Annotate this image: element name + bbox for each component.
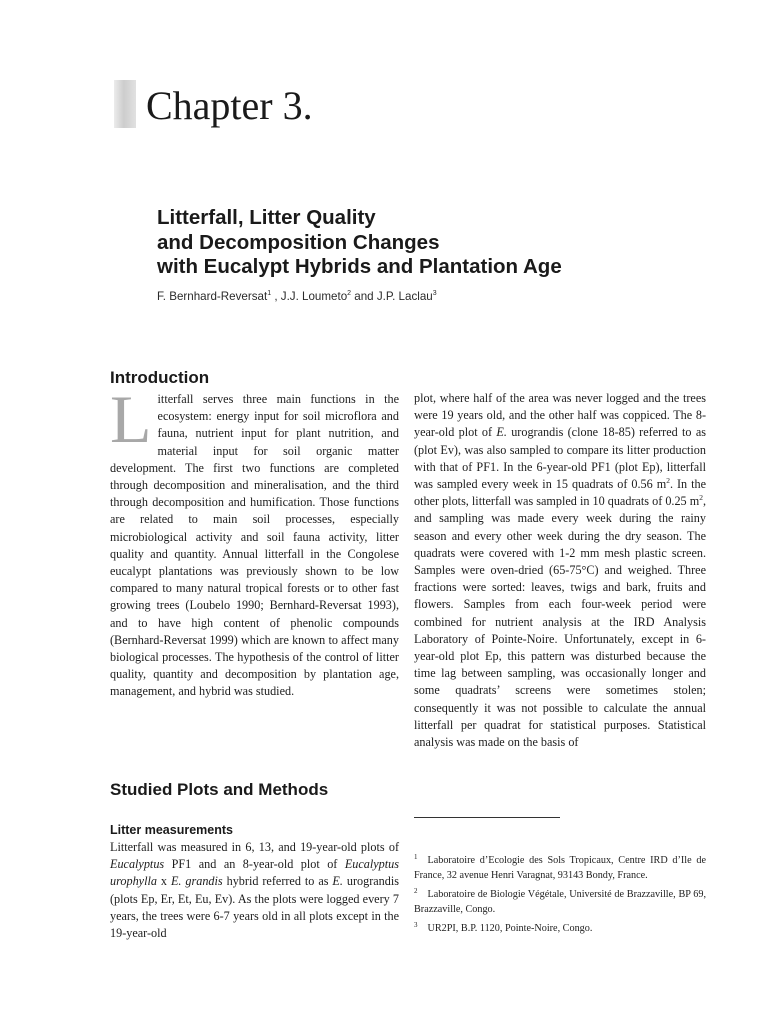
species-name: Eucalyptus urophylla [110,857,399,889]
author-affiliation-mark: 1 [267,290,272,298]
introduction-paragraph [110,381,399,701]
article-title-line-2: and Decomposition Changes [157,230,440,254]
article-title-line-1: Litterfall, Litter Quality [157,206,376,229]
text-run: hybrid referred to as [222,874,333,889]
species-name: E. [496,425,507,440]
author-name: F. Bernhard-Reversat [157,290,268,303]
methods-paragraph [110,839,399,942]
author-affiliation-mark: 2 [347,290,352,298]
drop-cap: L [110,381,152,457]
chapter-title: Chapter 3. [146,83,313,128]
text-run: plot, where half of the area was never logged and the trees were 19 years old, and the other half was coppiced. The 8-year-old plot of [414,391,706,440]
superscript: 2 [699,493,703,503]
species-name: E. grandis [170,874,223,889]
footnote-text: UR2PI, B.P. 1120, Pointe-Noire, Congo. [427,923,593,934]
article-title [157,206,717,280]
footnote-mark: 3 [414,921,418,929]
species-name: Eucalyptus [110,857,165,872]
text-run: . In the other plots, litterfall was sampled in 10 quadrats of 0.25 m [414,477,707,509]
author-name: J.P. Laclau [376,290,433,303]
footnote-divider [414,817,560,818]
footnotes [414,850,706,937]
methods-heading: Studied Plots and Methods [110,780,329,799]
chapter-ornament [114,80,136,128]
introduction-text: itterfall serves three main functions in the ecosystem: energy input for soil microflora and fauna, nutrient input for plant nutrition, and material input for soil organic matter development. The first two functions are completed through decomposition and mineralisation, and the third through decomposition and humification. Those functions are related to main soil processes, especially microbiological activity and soil fauna activity, litter quality and quantity. Annual litterfall in the Congolese eucalypt plantations was previously shown to be low compared to many natural tropical forests or to other fast growing trees (Loubelo 1990; Bernhard-Reversat 1993), and to have high content of phenolic compounds (Bernhard-Reversat 1999) which are known to affect many biological processes. The hypothesis of the control of litter quality, quantity and decomposition by plantation age, management, and hybrid was studied. [110,392,399,699]
text-run: PF1 and an 8-year-old plot of [164,857,345,872]
introduction-heading: Introduction [110,368,210,387]
right-column-paragraph [414,390,706,751]
author-separator: , [271,290,281,303]
text-run: x [156,874,171,889]
footnote-text: Laboratoire d’Ecologie des Sols Tropicaux, Centre IRD d’Ile de France, 32 avenue Henri Varagnat, 93143 Bondy, France. [414,855,706,881]
superscript: 2 [666,475,670,485]
footnote [414,884,706,917]
text-run: urograndis (clone 18-85) referred to as (plot Ev), was also sampled to compare its litter production with that of PF1. In the 6-year-old PF1 (plot Ep), litterfall was sampled every week in 15 quadrats of 0.56 m [414,425,706,492]
author-name: J.J. Loumeto [280,290,348,303]
litter-measurements-subheading: Litter measurements [110,823,233,837]
author-separator: and [351,290,377,303]
footnote-mark: 1 [414,853,418,861]
text-run: urograndis (plots Ep, Er, Et, Eu, Ev). As the plots were logged every 7 years, the trees were 6-7 years old in all plots except in the 19-year-old [110,874,399,941]
text-run: , and sampling was made every week during the rainy season and every other week during the dry season. The quadrats were covered with 1-2 mm mesh plastic screen. Samples were oven-dried (65-75°C) and weighed. Three fractions were sorted: leaves, twigs and bark, fruits and flowers. Samples from each four-week period were combined for nutrient analysis at the IRD Analysis Laboratory of Pointe-Noire. Unfortunately, except in 6-year-old plot Ep, this pattern was disturbed because the time lag between sampling, was occasionally longer and some quadrats’ screens were sometimes stolen; consequently it was not possible to calculate the annual litterfall per quadrat for statistical purposes. Statistical analysis was made on the basis of [414,494,706,750]
species-name: E. [332,874,343,889]
footnote [414,850,706,883]
footnote-mark: 2 [414,887,418,895]
footnote [414,918,706,936]
footnote-text: Laboratoire de Biologie Végétale, Université de Brazzaville, BP 69, Brazzaville, Congo. [414,889,706,915]
author-list [157,290,437,303]
author-affiliation-mark: 3 [432,290,437,298]
text-run: Litterfall was measured in 6, 13, and 19-year-old plots of [110,840,399,854]
article-title-line-3: with Eucalypt Hybrids and Plantation Age [157,255,562,278]
